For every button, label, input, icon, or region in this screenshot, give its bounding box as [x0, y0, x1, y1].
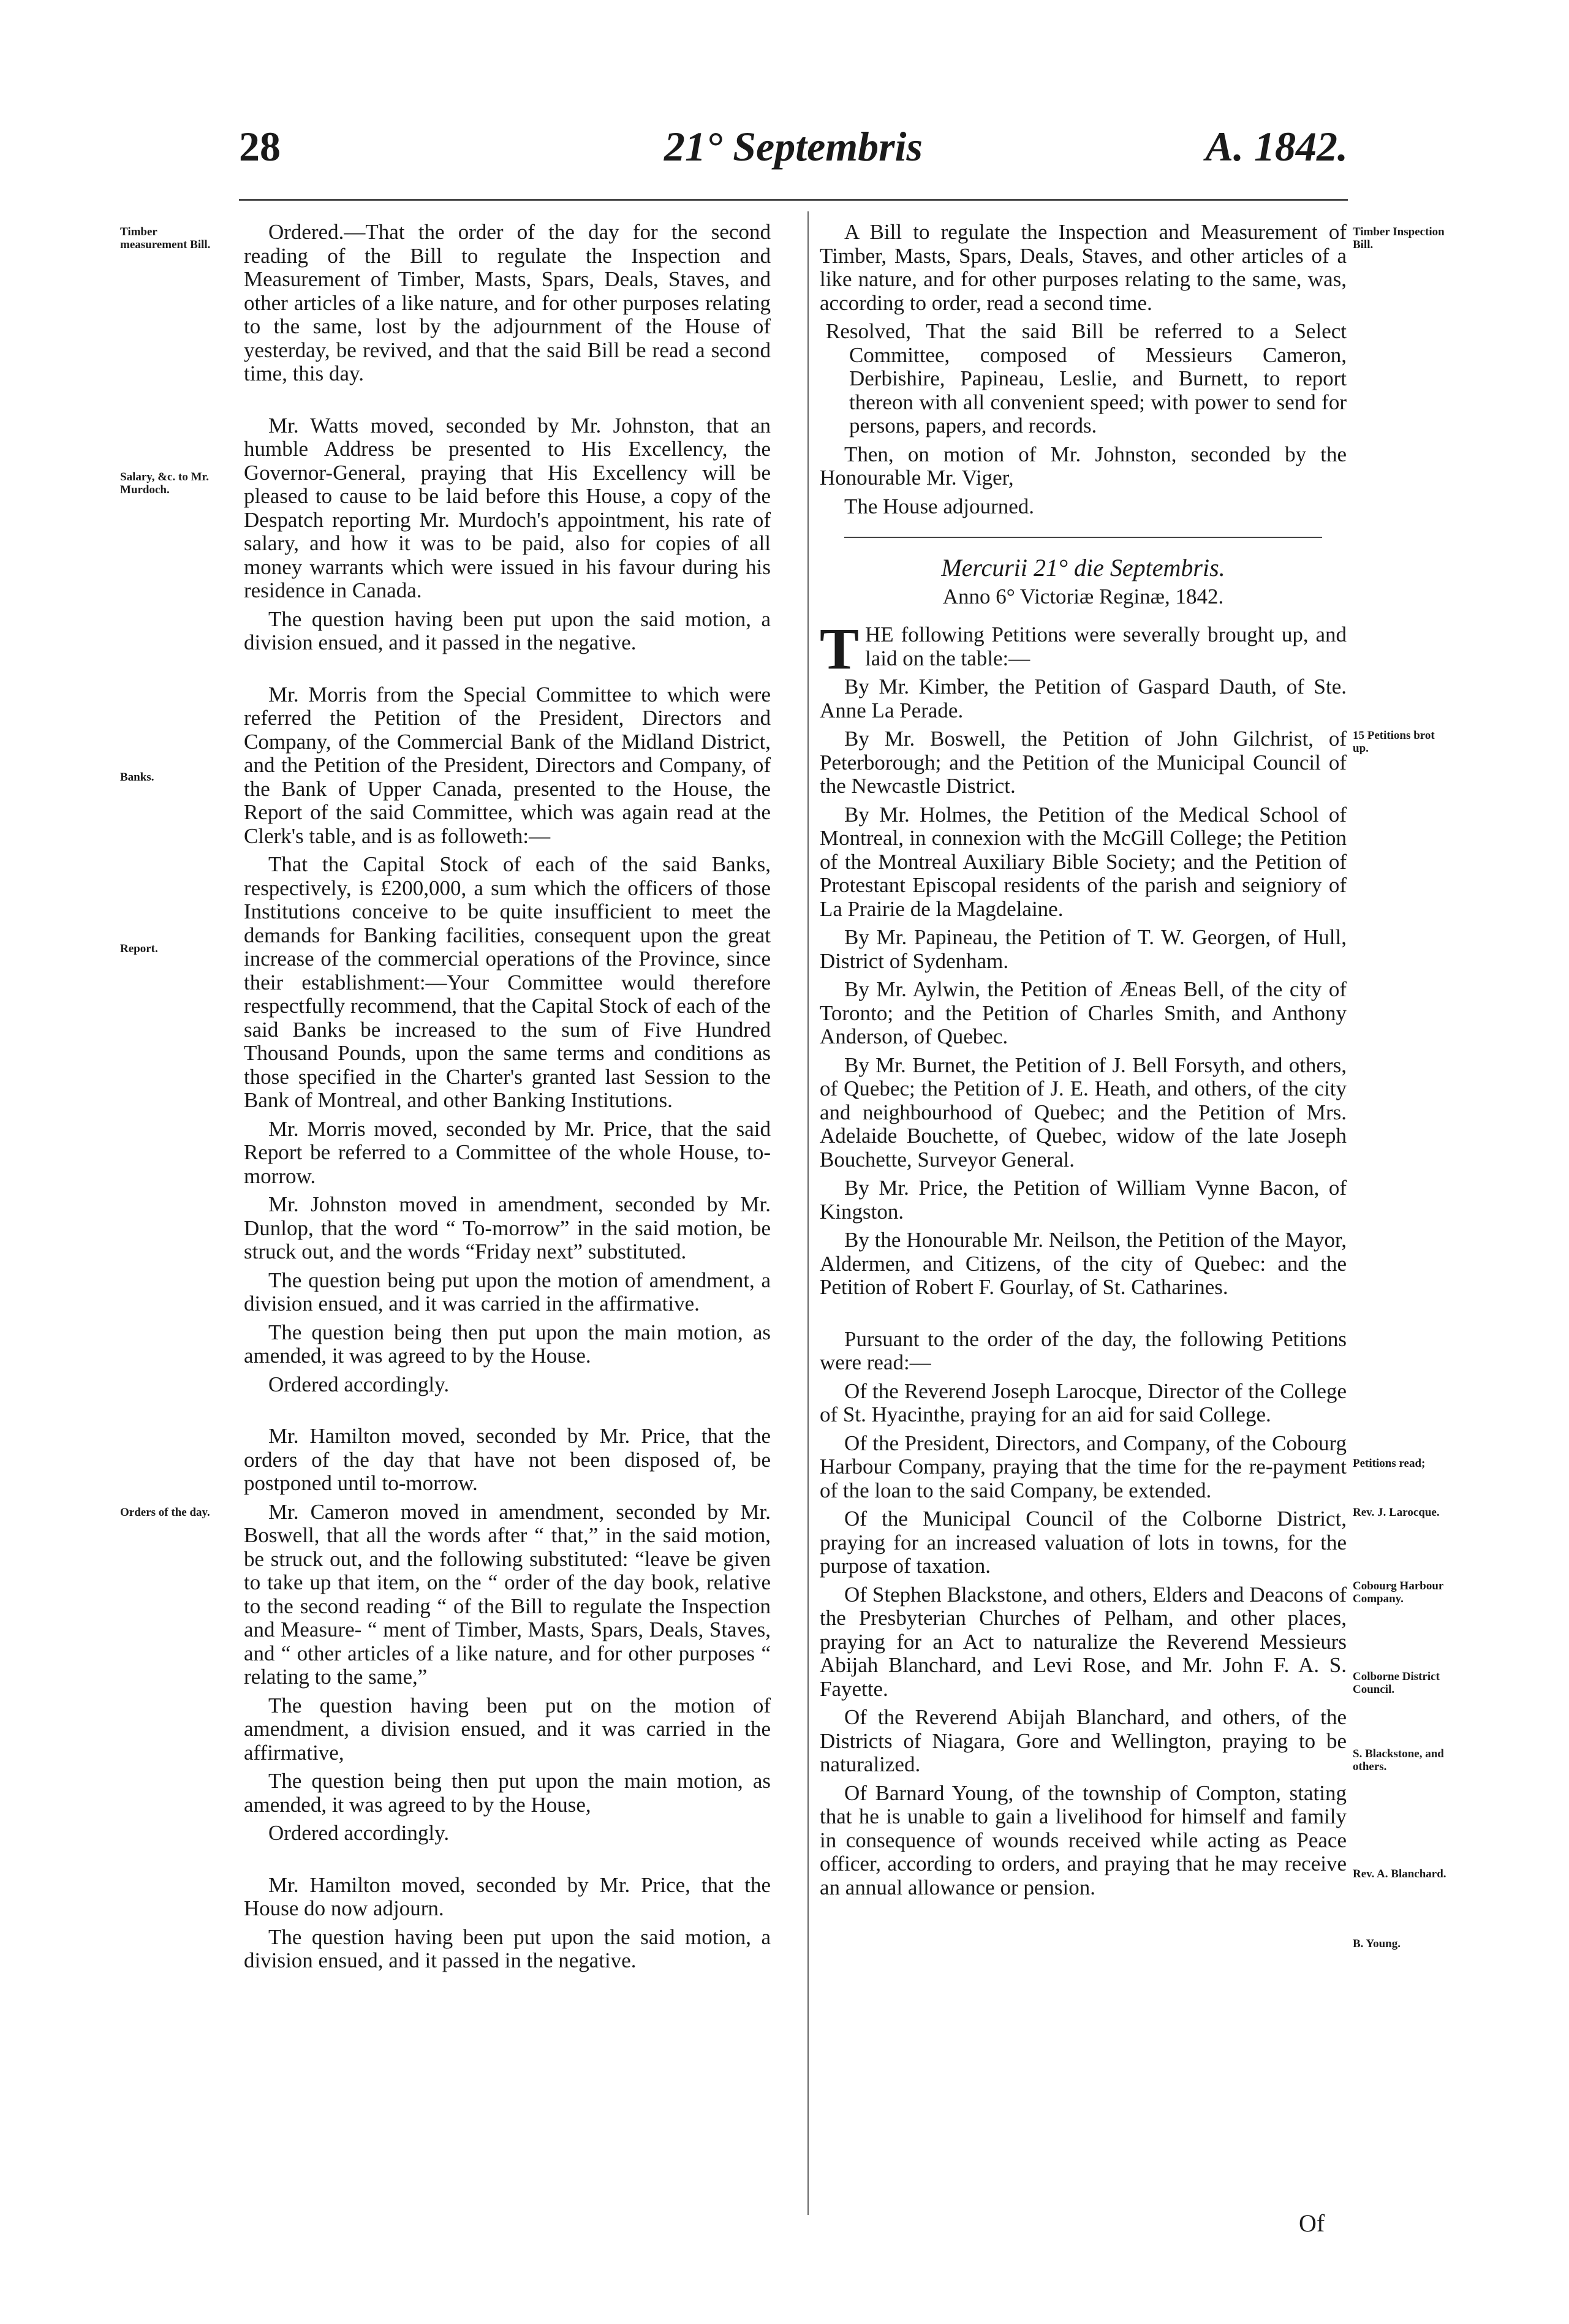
petition-item: By Mr. Papineau, the Petition of T. W. Georgen, of Hull, District of Sydenham. [820, 925, 1347, 973]
paragraph: Mr. Morris moved, seconded by Mr. Price, that the said Report be referred to a Committee of the whole House, to-morrow. [244, 1116, 771, 1188]
paragraph: Ordered accordingly. [268, 1821, 450, 1845]
petitions-intro-text: HE following Petitions were severally brought up, and laid on the table:— [865, 623, 1347, 670]
read-petition-item: Of the Reverend Abijah Blanchard, and others, of the Districts of Niagara, Gore and Wellington, praying to be naturalized. [820, 1705, 1347, 1776]
petitions-intro [820, 616, 1347, 681]
read-petition-item: Of Stephen Blackstone, and others, Elders and Deacons of the Presbyterian Churches of Pelham, and other places, praying for an Act to naturalize the Reverend Messieurs Abijah Blanchard, and Levi Rose, and Mr. John F. A. S. Fayette. [820, 1582, 1347, 1701]
margin-note-petitions-read: Petitions read; [1353, 1457, 1426, 1470]
paragraph: That the Capital Stock of each of the said Banks, respectively, is £200,000, a sum which the officers of those Institutions conceive to be quite insufficient to meet the demands for Banking facilities, consequent upon the great increase of the commercial operations of the Province, since their establishment:—Your Committee would therefore respectfully recommend, that the Capital Stock of each of the said Banks be increased to the sum of Five Hundred Thousand Pounds, upon the same terms and conditions as those specified in the Charter's granted last Session to the Bank of Montreal, and other Banking Institutions. [244, 852, 771, 1112]
page-header [239, 123, 1348, 190]
day-title: Mercurii 21° die Septembris. [941, 554, 1225, 581]
paragraph: A Bill to regulate the Inspection and Measurement of Timber, Masts, Spars, Deals, Staves, and other articles of a like nature, and for other purposes relating to the same, was, according to order, read a second time. [820, 220, 1347, 315]
margin-note-cobourg: Cobourg Harbour Company. [1353, 1580, 1443, 1605]
drop-cap: T [820, 616, 860, 681]
paragraph: Mr. Watts moved, seconded by Mr. Johnston, that an humble Address be presented to His Excellency, the Governor-General, praying that His Excellency will be pleased to cause to be laid before this House, a copy of the Despatch reporting Mr. Murdoch's appointment, his rate of salary, and how it was to be paid, also for copies of all money warrants which were issued in his favour during his residence in Canada. [244, 413, 771, 602]
page-number: 28 [239, 123, 281, 170]
paragraph: Then, on motion of Mr. Johnston, seconded by the Honourable Mr. Viger, [820, 442, 1347, 490]
left-column [244, 221, 771, 1978]
margin-note-banks: Banks. [120, 771, 154, 784]
spacer [244, 1850, 771, 1874]
column-divider [807, 211, 809, 2215]
margin-note-timber-bill: Timber measurement Bill. [120, 225, 211, 251]
margin-note-colborne: Colborne District Council. [1353, 1670, 1440, 1696]
margin-note-blanchard: Rev. A. Blanchard. [1353, 1868, 1446, 1880]
read-petition-item: Of the President, Directors, and Company, of the Cobourg Harbour Company, praying that the time for the re-payment of the loan to the said Company, be extended. [820, 1431, 1347, 1502]
paragraph: Mr. Hamilton moved, seconded by Mr. Price, that the House do now adjourn. [244, 1872, 771, 1920]
read-petition-item: Of the Reverend Joseph Larocque, Director of the College of St. Hyacinthe, praying for an aid for said College. [820, 1379, 1347, 1426]
margin-note-rev-larocque: Rev. J. Larocque. [1353, 1506, 1440, 1519]
spacer [244, 391, 771, 414]
running-year: A. 1842. [1205, 123, 1348, 170]
margin-note-report: Report. [120, 942, 158, 955]
margin-note-orders-of-day: Orders of the day. [120, 1506, 210, 1519]
paragraph: Ordered accordingly. [268, 1372, 450, 1396]
petition-item: By the Honourable Mr. Neilson, the Petition of the Mayor, Aldermen, and Citizens, of the city of Quebec: and the Petition of Robert F. Gourlay, of St. Catharines. [820, 1228, 1347, 1299]
spacer [820, 1304, 1347, 1328]
paragraph: The question having been put upon the said motion, a division ensued, and it passed in the negative. [244, 607, 771, 654]
paragraph: The House adjourned. [844, 494, 1035, 518]
paragraph: Resolved, That the said Bill be referred to a Select Committee, composed of Messieurs Cameron, Derbishire, Papineau, Leslie, and Burnett, to report thereon with all convenient speed; with power to send for persons, papers, and records. [826, 319, 1347, 437]
paragraph: Mr. Hamilton moved, seconded by Mr. Price, that the orders of the day that have not been disposed of, be postponed until to-morrow. [244, 1424, 771, 1495]
paragraph: Mr. Cameron moved in amendment, seconded by Mr. Boswell, that all the words after “ that,” in the said motion, be struck out, and the following substituted: “leave be given to take up that item, on the “ order of the day book, relative to the second reading “ of the Bill to regulate the Inspection and Measure- “ ment of Timber, Masts, Spars, Deals, Staves, and “ other articles of a like nature, and for other purposes “ relating to the same,” [244, 1499, 771, 1689]
paragraph: The question being then put upon the main motion, as amended, it was agreed to by the House. [244, 1320, 771, 1368]
petition-item: By Mr. Boswell, the Petition of John Gilchrist, of Peterborough; and the Petition of the Municipal Council of the Newcastle District. [820, 727, 1347, 798]
petition-item: By Mr. Kimber, the Petition of Gaspard Dauth, of Ste. Anne La Perade. [820, 675, 1347, 722]
paragraph: The question having been put on the motion of amendment, a division ensued, and it was carried in the affirmative, [244, 1693, 771, 1765]
paragraph: The question being put upon the motion of amendment, a division ensued, and it was carried in the affirmative. [244, 1268, 771, 1315]
petition-item: By Mr. Aylwin, the Petition of Æneas Bell, of the city of Toronto; and the Petition of Charles Smith, and Anthony Anderson, of Quebec. [820, 977, 1347, 1048]
margin-note-blackstone: S. Blackstone, and others. [1353, 1747, 1444, 1773]
regnal-year: Anno 6° Victoriæ Reginæ, 1842. [942, 584, 1224, 608]
paragraph: Ordered.—That the order of the day for the second reading of the Bill to regulate the Inspection and Measurement of Timber, Masts, Spars, Deals, Staves, and other articles of a like nature, and for other purposes relating to the same, lost by the adjournment of the House of yesterday, be revived, and that the said Bill be read a second time, this day. [244, 220, 771, 385]
paragraph: The question having been put upon the said motion, a division ensued, and it passed in the negative. [244, 1925, 771, 1972]
read-petition-item: Of Barnard Young, of the township of Compton, stating that he is unable to gain a livelihood for himself and family in consequence of wounds received while acting as Peace officer, according to orders, and praying that he may receive an annual allowance or pension. [820, 1781, 1347, 1899]
right-column [820, 221, 1347, 1904]
catchword: Of [1299, 2209, 1325, 2237]
spacer [244, 1401, 771, 1425]
margin-note-young: B. Young. [1353, 1937, 1401, 1950]
petitions-read-intro: Pursuant to the order of the day, the following Petitions were read:— [820, 1327, 1347, 1374]
margin-note-timber-inspection: Timber Inspection Bill. [1353, 225, 1445, 251]
header-rule [239, 199, 1348, 201]
paragraph: The question being then put upon the main motion, as amended, it was agreed to by the House, [244, 1769, 771, 1817]
petition-item: By Mr. Holmes, the Petition of the Medical School of Montreal, in connexion with the McGill College; the Petition of the Montreal Auxiliary Bible Society; and the Petition of Protestant Episcopal residents of the parish and seigniory of La Prairie de la Magdelaine. [820, 802, 1347, 921]
paragraph: Mr. Morris from the Special Committee to which were referred the Petition of the President, Directors and Company, of the Commercial Bank of the Midland District, and the Petition of the President, Directors and Company, of the Bank of Upper Canada, presented to the House, the Report of the said Committee, which was again read at the Clerk's table, and is as followeth:— [244, 682, 771, 848]
running-date: 21° Septembris [664, 123, 923, 170]
read-petition-item: Of the Municipal Council of the Colborne District, praying for an increased valuation of lots in towns, for the purpose of taxation. [820, 1507, 1347, 1578]
spacer [244, 660, 771, 683]
margin-note-petitions-brought: 15 Petitions brot up. [1353, 729, 1435, 755]
paragraph: Mr. Johnston moved in amendment, seconded by Mr. Dunlop, that the word “ To-morrow” in the said motion, be struck out, and the words “Friday next” substituted. [244, 1192, 771, 1263]
petition-item: By Mr. Burnet, the Petition of J. Bell Forsyth, and others, of Quebec; the Petition of J. E. Heath, and others, of the city and neighbourhood of Quebec; and the Petition of Mrs. Adelaide Bouchette, of Quebec, widow of the late Joseph Bouchette, Surveyor General. [820, 1053, 1347, 1171]
section-rule [844, 537, 1322, 538]
petition-item: By Mr. Price, the Petition of William Vynne Bacon, of Kingston. [820, 1176, 1347, 1224]
margin-note-salary: Salary, &c. to Mr. Murdoch. [120, 471, 209, 496]
